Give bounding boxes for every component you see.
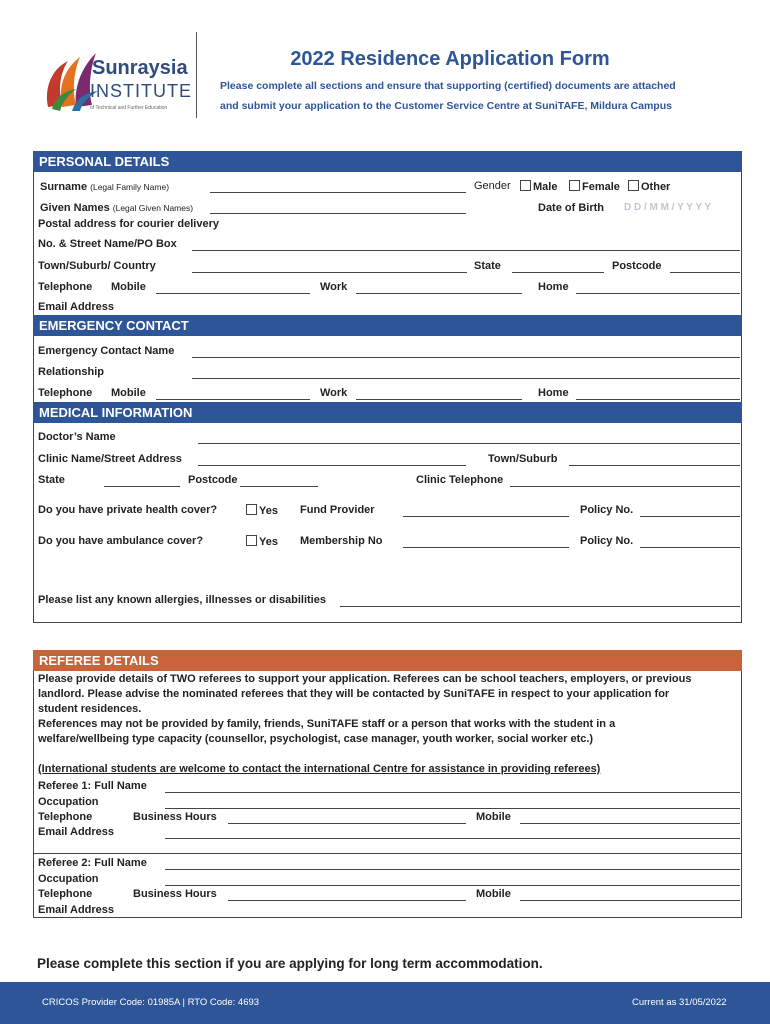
clinic-label: Clinic Name/Street Address [38,453,182,465]
health-cover-question: Do you have private health cover? [38,504,218,516]
referee2-telephone-label: Telephone [38,888,93,900]
referee1-name-field[interactable] [165,792,740,793]
street-label: No. & Street Name/PO Box [38,238,177,250]
referee-p1-line1: Please provide details of TWO referees to support your application. Referees can be school teachers, employers, or previous [38,673,692,685]
ambulance-yes-option[interactable] [246,535,278,548]
clinic-town-label: Town/Suburb [488,453,558,465]
ambulance-cover-question: Do you have ambulance cover? [38,535,204,547]
emergency-home-label: Home [538,387,569,399]
logo-name-line1: Sunraysia [92,57,188,79]
referee-details-heading: REFEREE DETAILS [33,650,742,671]
referee2-occupation-label: Occupation [38,873,99,885]
gender-male-option[interactable] [520,180,557,193]
referee1-business-label: Business Hours [133,811,217,823]
mobile-field[interactable] [156,293,310,294]
female-label: Female [582,181,620,193]
gender-other-option[interactable] [628,180,670,193]
ambulance-yes-checkbox[interactable] [246,535,257,546]
given-names-field[interactable] [210,213,466,214]
referee-p2-line1: References may not be provided by family, friends, SuniTAFE staff or a person that works with the student in a [38,718,616,730]
relationship-label: Relationship [38,366,105,378]
fund-provider-field[interactable] [403,516,569,517]
clinic-telephone-label: Clinic Telephone [416,474,504,486]
subtitle-line1: Please complete all sections and ensure that supporting (certified) documents are attached [220,80,676,92]
clinic-state-field[interactable] [104,486,180,487]
referee1-email-label: Email Address [38,826,115,838]
referee-p2-line2: welfare/wellbeing type capacity (counsellor, psychologist, case manager, youth worker, social worker etc.) [38,733,594,745]
female-checkbox[interactable] [569,180,580,191]
emergency-work-field[interactable] [356,399,522,400]
referee2-mobile-field[interactable] [520,900,740,901]
international-note: (International students are welcome to contact the international Centre for assistance in providing referees) [38,763,601,775]
page-title: 2022 Residence Application Form [290,48,610,70]
postcode-label: Postcode [612,260,662,272]
other-checkbox[interactable] [628,180,639,191]
surname-note: (Legal Family Name) [90,182,170,192]
gender-label: Gender [474,180,511,192]
given-text: Given Names [40,202,110,214]
male-label: Male [533,181,558,193]
referee2-name-label: Referee 2: Full Name [38,857,147,869]
referee2-email-label: Email Address [38,904,115,916]
clinic-town-field[interactable] [569,465,740,466]
state-field[interactable] [512,272,604,273]
referee1-occupation-label: Occupation [38,796,99,808]
health-policy-field[interactable] [640,516,740,517]
referee2-occupation-field[interactable] [165,885,740,886]
health-policy-label: Policy No. [580,504,634,516]
referee1-business-field[interactable] [228,823,466,824]
referee1-name-label: Referee 1: Full Name [38,780,147,792]
fund-provider-label: Fund Provider [300,504,375,516]
given-names-label [40,202,193,214]
referee-p1-line2: landlord. Please advise the nominated referees that they will be contacted by SuniTAFE in respect to your application for [38,688,670,700]
emergency-name-label: Emergency Contact Name [38,345,175,357]
footer-cricos: CRICOS Provider Code: 01985A | RTO Code: 4693 [42,997,260,1008]
given-note: (Legal Given Names) [112,203,194,213]
emergency-mobile-field[interactable] [156,399,310,400]
referee1-mobile-field[interactable] [520,823,740,824]
emergency-mobile-label: Mobile [111,387,146,399]
logo-name-line2: INSTITUTE [90,81,192,101]
home-field[interactable] [576,293,740,294]
referee-separator [33,853,742,854]
dob-field[interactable]: D D / M M / Y Y Y Y [624,202,712,213]
logo-tagline: of Technical and Further Education [90,105,168,111]
work-label: Work [320,281,348,293]
footer-current: Current as 31/05/2022 [632,997,727,1008]
dob-label: Date of Birth [538,202,604,214]
referee2-business-field[interactable] [228,900,466,901]
surname-field[interactable] [210,192,466,193]
street-field[interactable] [192,250,740,251]
surname-label [40,181,169,193]
personal-details-heading: PERSONAL DETAILS [33,151,742,172]
medical-information-heading: MEDICAL INFORMATION [33,402,742,423]
surname-text: Surname [40,181,88,193]
emergency-telephone-label: Telephone [38,387,93,399]
ambulance-yes-label: Yes [259,536,278,548]
doctor-field[interactable] [198,443,740,444]
emergency-work-label: Work [320,387,348,399]
emergency-name-field[interactable] [192,357,740,358]
postal-label: Postal address for courier delivery [38,218,219,230]
male-checkbox[interactable] [520,180,531,191]
membership-field[interactable] [403,547,569,548]
state-label: State [474,260,501,272]
work-field[interactable] [356,293,522,294]
referee-instructions [38,672,728,747]
clinic-postcode-label: Postcode [188,474,238,486]
clinic-telephone-field[interactable] [510,486,740,487]
referee1-email-field[interactable] [165,838,740,839]
referee1-mobile-label: Mobile [476,811,511,823]
referee2-business-label: Business Hours [133,888,217,900]
logo [40,45,190,120]
clinic-state-label: State [38,474,65,486]
ambulance-policy-field[interactable] [640,547,740,548]
emergency-home-field[interactable] [576,399,740,400]
emergency-contact-heading: EMERGENCY CONTACT [33,315,742,336]
home-label: Home [538,281,569,293]
referee2-name-field[interactable] [165,869,740,870]
other-label: Other [641,181,671,193]
header-divider [196,32,197,118]
long-term-note: Please complete this section if you are applying for long term accommodation. [37,956,543,971]
mobile-label: Mobile [111,281,146,293]
referee1-occupation-field[interactable] [165,808,740,809]
allergies-label: Please list any known allergies, illnesses or disabilities [38,594,326,606]
doctor-label: Doctor’s Name [38,431,116,443]
gender-female-option[interactable] [569,180,620,193]
email-label: Email Address [38,301,115,313]
suburb-field[interactable] [192,272,467,273]
ambulance-policy-label: Policy No. [580,535,634,547]
clinic-postcode-field[interactable] [240,486,318,487]
clinic-field[interactable] [198,465,466,466]
postcode-field[interactable] [670,272,740,273]
suburb-label: Town/Suburb/ Country [38,260,156,272]
referee2-mobile-label: Mobile [476,888,511,900]
health-yes-label: Yes [259,505,278,517]
referee-p1-line3: student residences. [38,703,142,715]
relationship-field[interactable] [192,378,740,379]
health-yes-option[interactable] [246,504,278,517]
referee1-telephone-label: Telephone [38,811,93,823]
health-yes-checkbox[interactable] [246,504,257,515]
allergies-field[interactable] [340,606,740,607]
telephone-label: Telephone [38,281,93,293]
membership-label: Membership No [300,535,383,547]
subtitle-line2: and submit your application to the Customer Service Centre at SuniTAFE, Mildura Campus [220,100,672,112]
